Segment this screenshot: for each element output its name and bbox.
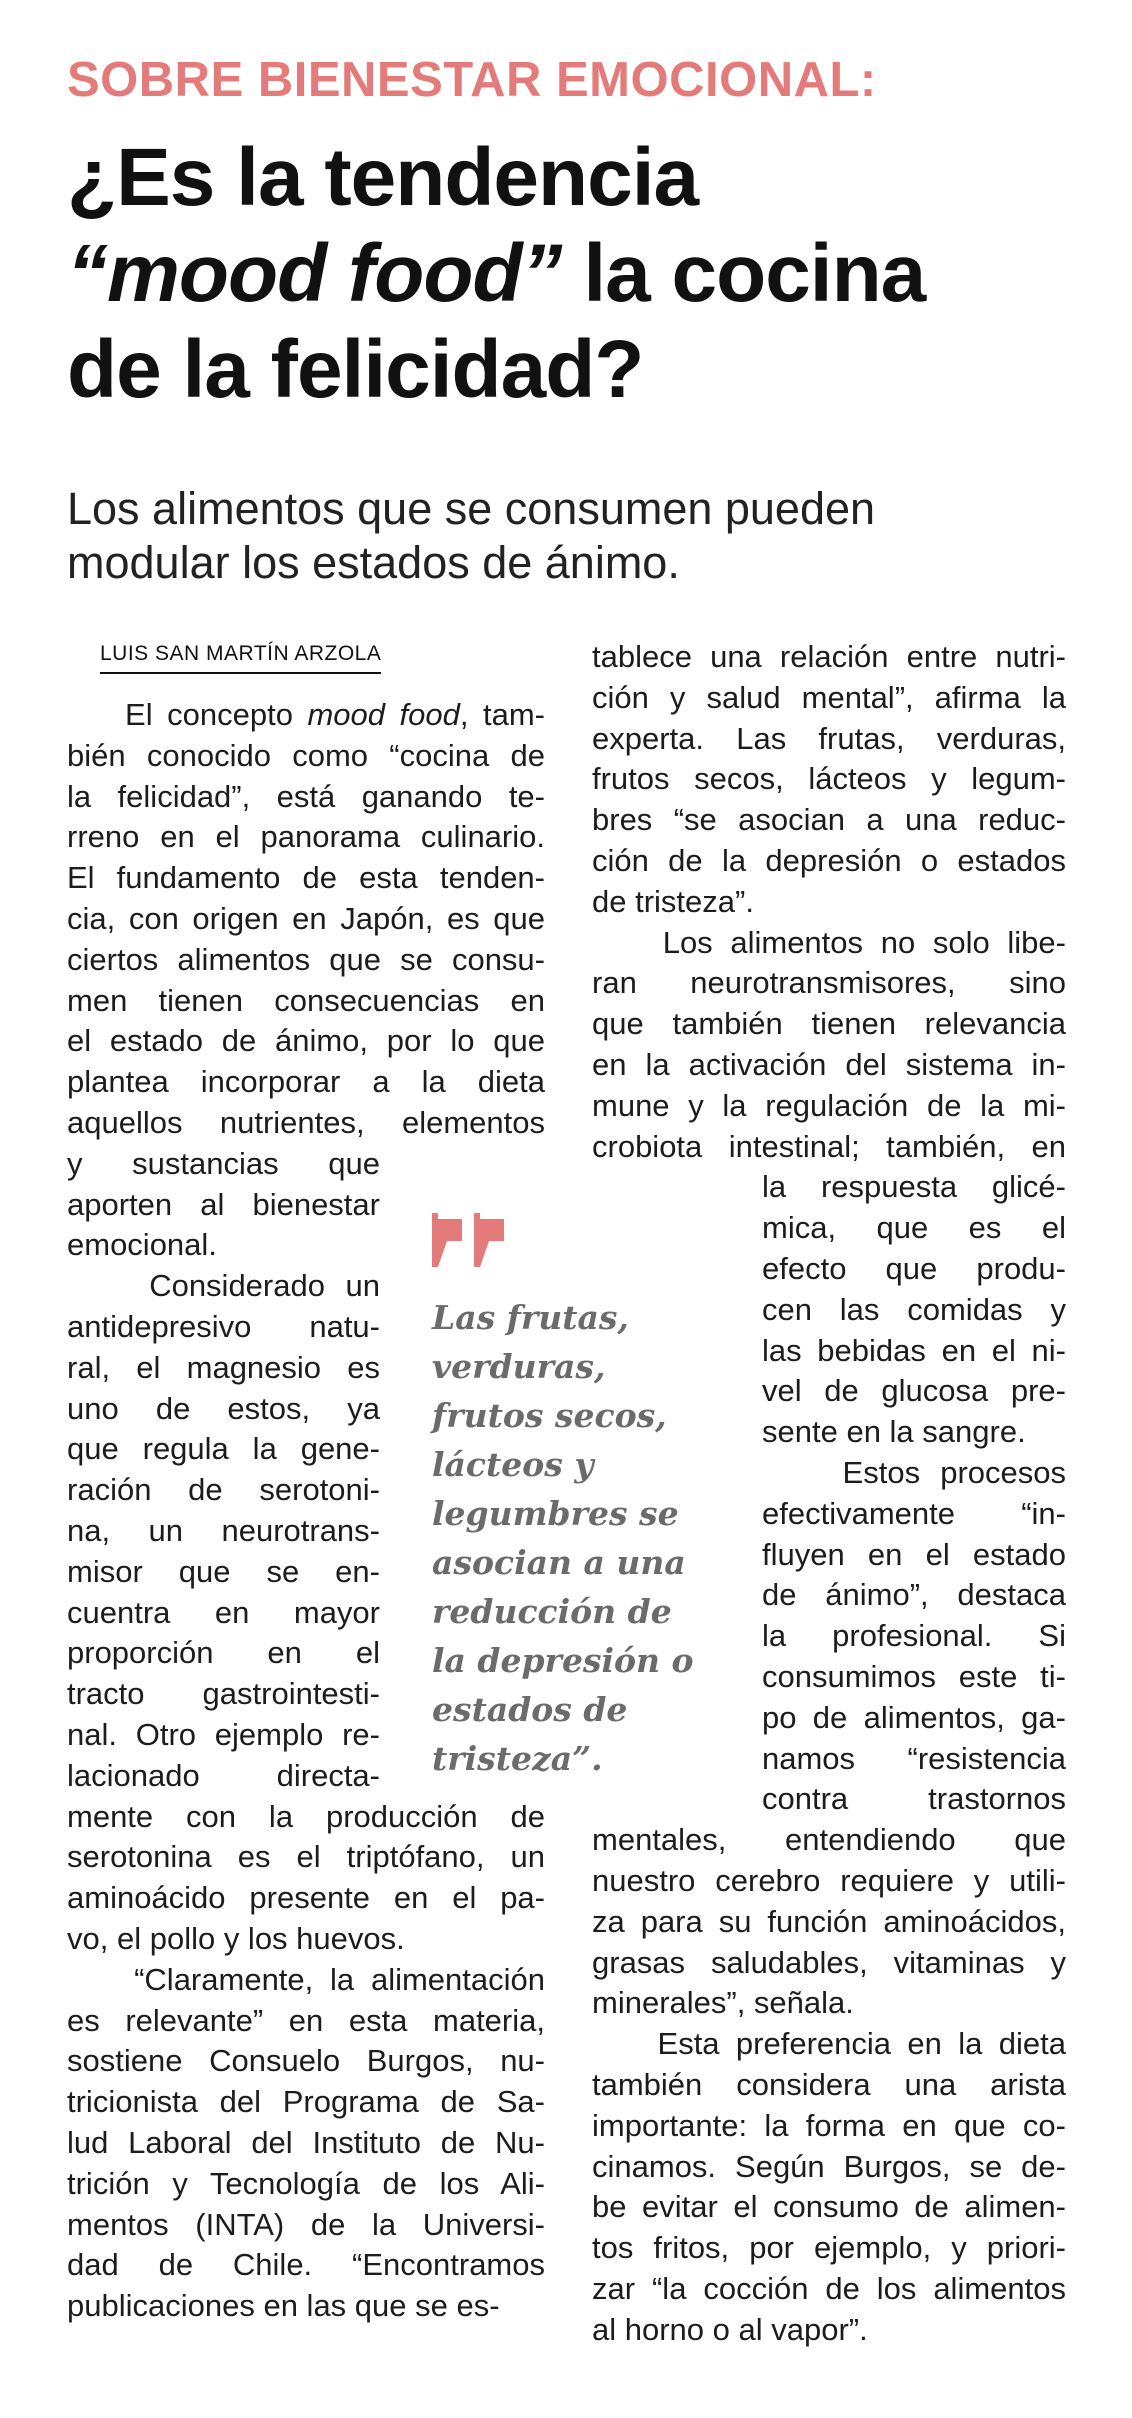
body-line: serotonina es el triptófano, un — [67, 1839, 545, 1875]
body-line: ción de la depresión o estados — [592, 843, 1066, 878]
pull-quote-line: tristeza”. — [432, 1739, 603, 1778]
headline-line-1: ¿Es la tendencia — [67, 132, 699, 223]
body-line: El fundamento de esta tenden- — [67, 860, 545, 896]
body-line: consumimos este ti- — [762, 1659, 1066, 1694]
body-line: también considera una arista — [592, 2067, 1066, 2102]
body-line: zar “la cocción de los alimentos — [592, 2271, 1066, 2306]
body-line: publicaciones en las que se es- — [67, 2288, 500, 2324]
headline-line-3: de la felicidad? — [67, 324, 644, 415]
body-line: tablece una relación entre nutri- — [592, 639, 1066, 674]
body-line: na, un neurotrans- — [67, 1513, 380, 1548]
body-line: El concepto mood food, tam- — [67, 697, 546, 732]
body-line: misor que se en- — [67, 1553, 380, 1589]
body-line: ración de serotoni- — [67, 1472, 380, 1508]
pull-quote-line: legumbres se — [432, 1494, 679, 1533]
body-line: mentales, entendiendo que — [592, 1822, 1066, 1858]
body-line: proporción en el — [67, 1635, 380, 1671]
body-line: al horno o al vapor”. — [592, 2311, 868, 2347]
deck-line: modular los estados de ánimo. — [67, 537, 680, 588]
body-line: plantea incorporar a la dieta — [67, 1064, 545, 1100]
body-line: ción y salud mental”, afirma la — [592, 679, 1066, 715]
pull-quote-line: asocian a una — [432, 1543, 686, 1582]
quotation-mark-icon — [432, 1213, 512, 1267]
body-line: frutos secos, lácteos y legum- — [592, 761, 1066, 797]
body-line: antidepresivo natu- — [67, 1309, 380, 1344]
article-deck — [67, 482, 1067, 590]
body-line: experta. Las frutas, verduras, — [592, 720, 1066, 756]
body-line: tracto gastrointesti- — [67, 1676, 380, 1712]
body-line: mica, que es el — [762, 1210, 1066, 1246]
body-line: aporten al bienestar — [67, 1186, 380, 1222]
body-line: tricionista del Programa de Sa- — [67, 2084, 545, 2120]
body-line: trición y Tecnología de los Ali- — [67, 2165, 545, 2201]
body-line: “Claramente, la alimentación — [67, 1961, 545, 1997]
body-line: men tienen consecuencias en — [67, 982, 545, 1018]
body-line: za para su función aminoácidos, — [592, 1903, 1066, 1939]
body-line: nuestro cerebro requiere y utili- — [592, 1863, 1066, 1898]
body-line: emocional. — [67, 1227, 217, 1263]
body-line: que también tienen relevancia — [592, 1006, 1066, 1042]
body-line: ciertos alimentos que se consu- — [67, 941, 545, 977]
body-line: aminoácido presente en el pa- — [67, 1880, 545, 1916]
body-line: Estos procesos — [762, 1455, 1066, 1490]
article-headline — [67, 130, 1107, 418]
body-line: mente con la producción de — [67, 1798, 545, 1834]
pull-quote-line: verduras, — [432, 1347, 606, 1386]
body-line: aquellos nutrientes, elementos — [67, 1105, 545, 1140]
body-line: Esta preferencia en la dieta — [592, 2026, 1066, 2062]
body-line: ral, el magnesio es — [67, 1349, 380, 1385]
body-line: la profesional. Si — [762, 1618, 1066, 1654]
body-line: cuentra en mayor — [67, 1594, 380, 1630]
body-line: mentos (INTA) de la Universi- — [67, 2206, 545, 2242]
body-line: namos “resistencia — [762, 1740, 1066, 1776]
body-line: y sustancias que — [67, 1145, 380, 1181]
body-line: dad de Chile. “Encontramos — [67, 2247, 545, 2283]
body-line: sente en la sangre. — [762, 1414, 1026, 1450]
pull-quote-line: la depresión o — [432, 1641, 694, 1680]
pull-quote-text — [432, 1293, 732, 1783]
body-line: de tristeza”. — [592, 883, 754, 919]
body-line: minerales”, señala. — [592, 1985, 854, 2021]
body-line: crobiota intestinal; también, en — [592, 1128, 1066, 1164]
body-line: tos fritos, por ejemplo, y priori- — [592, 2230, 1066, 2266]
pull-quote-line: reducción de — [432, 1592, 672, 1631]
body-line: es relevante” en esta materia, — [67, 2002, 545, 2038]
body-line: vo, el pollo y los huevos. — [67, 1921, 405, 1956]
body-line: cen las comidas y — [762, 1291, 1066, 1327]
pull-quote-line: estados de — [432, 1690, 628, 1729]
body-line: mune y la regulación de la mi- — [592, 1087, 1066, 1123]
article-kicker: SOBRE BIENESTAR EMOCIONAL: — [67, 53, 877, 107]
body-line: rreno en el panorama culinario. — [67, 819, 545, 855]
body-line: el estado de ánimo, por lo que — [67, 1023, 545, 1059]
pull-quote-line: lácteos y — [432, 1445, 594, 1484]
body-line: las bebidas en el ni- — [762, 1332, 1066, 1368]
body-line: grasas saludables, vitaminas y — [592, 1944, 1066, 1980]
headline-line-2-rest: la cocina — [561, 228, 926, 319]
body-line: cinamos. Según Burgos, se de- — [592, 2148, 1066, 2184]
body-line: que regula la gene- — [67, 1431, 380, 1467]
pull-quote-line: frutos secos, — [432, 1396, 667, 1435]
body-line: sostiene Consuelo Burgos, nu- — [67, 2043, 545, 2079]
body-line: nal. Otro ejemplo re- — [67, 1717, 380, 1752]
deck-line: Los alimentos que se consumen pueden — [67, 483, 876, 534]
body-line: fluyen en el estado — [762, 1536, 1066, 1572]
body-line: bién conocido como “cocina de — [67, 737, 545, 773]
body-line: en la activación del sistema in- — [592, 1047, 1066, 1082]
body-line: importante: la forma en que co- — [592, 2107, 1066, 2143]
body-line: Los alimentos no solo libe- — [592, 924, 1066, 960]
headline-mood-food: “mood food” — [67, 228, 562, 319]
body-line: efectivamente “in- — [762, 1495, 1066, 1531]
body-line: la respuesta glicé- — [762, 1169, 1066, 1205]
body-line: contra trastornos — [762, 1781, 1066, 1817]
body-line: lacionado directa- — [67, 1757, 380, 1793]
body-line: lud Laboral del Instituto de Nu- — [67, 2125, 545, 2160]
body-line: efecto que produ- — [762, 1251, 1066, 1286]
body-line: ran neurotransmisores, sino — [592, 965, 1066, 1001]
article-byline: LUIS SAN MARTÍN ARZOLA — [100, 640, 381, 674]
body-line: be evitar el consumo de alimen- — [592, 2189, 1066, 2225]
body-line: uno de estos, ya — [67, 1390, 380, 1426]
body-line: Considerado un — [67, 1268, 380, 1304]
body-line: po de alimentos, ga- — [762, 1699, 1066, 1735]
body-line: la felicidad”, está ganando te- — [67, 778, 545, 814]
body-line: cia, con origen en Japón, es que — [67, 901, 545, 936]
pull-quote-line: Las frutas, — [432, 1298, 629, 1337]
body-line: bres “se asocian a una reduc- — [592, 802, 1066, 838]
body-line: vel de glucosa pre- — [762, 1373, 1066, 1409]
headline-line-2 — [67, 226, 1107, 322]
body-line: de ánimo”, destaca — [762, 1577, 1066, 1613]
